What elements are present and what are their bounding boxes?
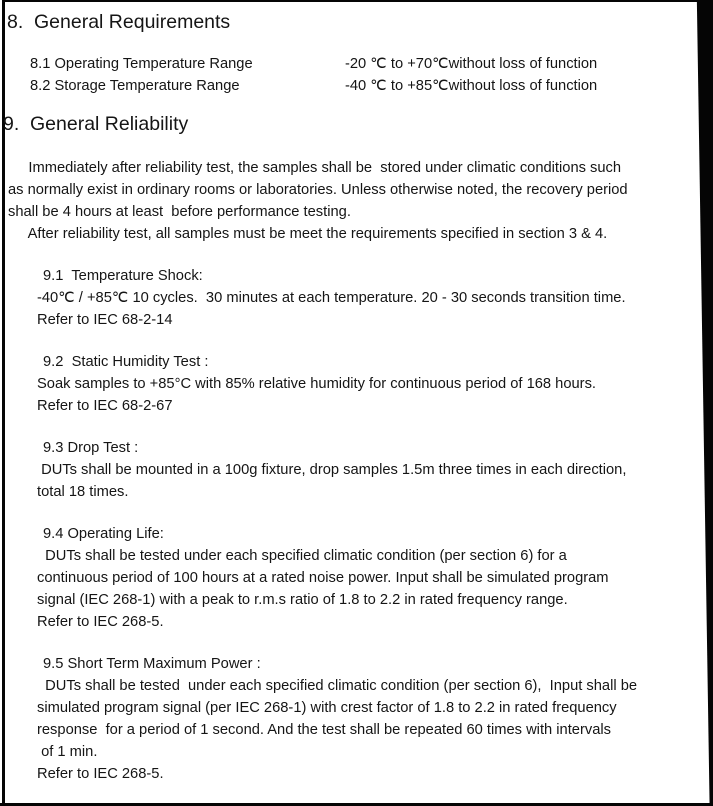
text-line: signal (IEC 268-1) with a peak to r.m.s ratio of 1.8 to 2.2 in rated frequency range.: [37, 592, 568, 608]
text-line: -40℃ / +85℃ 10 cycles. 30 minutes at each temperature. 20 - 30 seconds transition time.: [37, 290, 626, 306]
text-line: of 1 min.: [37, 744, 98, 760]
spec-note: without loss of function: [448, 56, 598, 72]
text-line: Refer to IEC 268-5.: [37, 614, 164, 630]
text-line: Refer to IEC 68-2-14: [37, 312, 173, 328]
subsection-heading: 9.1 Temperature Shock:: [43, 268, 203, 284]
spec-value: -40 ℃ to +85℃: [345, 78, 449, 94]
text-line: DUTs shall be mounted in a 100g fixture, drop samples 1.5m three times in each direction,: [37, 462, 627, 478]
subsection-body: [37, 545, 713, 633]
section-8-spec-rows: [30, 53, 713, 97]
subsection-9-4-operating-life: [37, 523, 713, 633]
scan-border-top: [2, 0, 713, 2]
spec-value: -20 ℃ to +70℃: [345, 56, 449, 72]
spec-label: 8.1 Operating Temperature Range: [30, 56, 253, 72]
text-line: After reliability test, all samples must be meet the requirements specified in section 3 & 4.: [8, 226, 608, 242]
subsection-body: [37, 287, 713, 331]
text-line: Soak samples to +85°C with 85% relative humidity for continuous period of 168 hours.: [37, 376, 596, 392]
subsection-heading: 9.4 Operating Life:: [43, 526, 164, 542]
text-line: continuous period of 100 hours at a rated noise power. Input shall be simulated program: [37, 570, 609, 586]
text-line: Immediately after reliability test, the samples shall be stored under climatic conditions such: [8, 160, 622, 176]
text-line: as normally exist in ordinary rooms or laboratories. Unless otherwise noted, the recovery period: [8, 182, 628, 198]
subsection-heading: 9.5 Short Term Maximum Power :: [43, 656, 261, 672]
subsection-body: [37, 675, 713, 785]
section-8-number: 8.: [7, 11, 24, 33]
text-line: response for a period of 1 second. And the test shall be repeated 60 times with intervals: [37, 722, 611, 738]
spec-row-storage-temperature: [30, 75, 713, 97]
subsection-body: [37, 373, 713, 417]
section-9-heading: [3, 112, 713, 136]
section-9-number: 9.: [3, 113, 20, 135]
subsection-9-1-temperature-shock: [37, 265, 713, 331]
subsection-body: [37, 459, 713, 503]
text-line: shall be 4 hours at least before performance testing.: [8, 204, 351, 220]
section-9-intro-paragraph: [8, 157, 713, 245]
section-8-heading: [7, 10, 713, 34]
spec-row-operating-temperature: [30, 53, 713, 75]
spec-note: without loss of function: [448, 78, 598, 94]
text-line: Refer to IEC 268-5.: [37, 766, 164, 782]
text-line: total 18 times.: [37, 484, 129, 500]
subsection-9-3-drop-test: [37, 437, 713, 503]
text-line: simulated program signal (per IEC 268-1) with crest factor of 1.8 to 2.2 in rated frequency: [37, 700, 617, 716]
text-line: DUTs shall be tested under each specified climatic condition (per section 6), Input shall be: [37, 678, 638, 694]
text-line: Refer to IEC 68-2-67: [37, 398, 173, 414]
subsection-heading: 9.2 Static Humidity Test :: [43, 354, 209, 370]
spec-label: 8.2 Storage Temperature Range: [30, 78, 240, 94]
subsection-9-2-static-humidity-test: [37, 351, 713, 417]
section-8-title: General Requirements: [34, 11, 231, 33]
subsection-9-5-short-term-maximum-power: [37, 653, 713, 785]
subsection-heading: 9.3 Drop Test :: [43, 440, 139, 456]
text-line: DUTs shall be tested under each specified climatic condition (per section 6) for a: [37, 548, 567, 564]
section-9-title: General Reliability: [30, 113, 189, 135]
